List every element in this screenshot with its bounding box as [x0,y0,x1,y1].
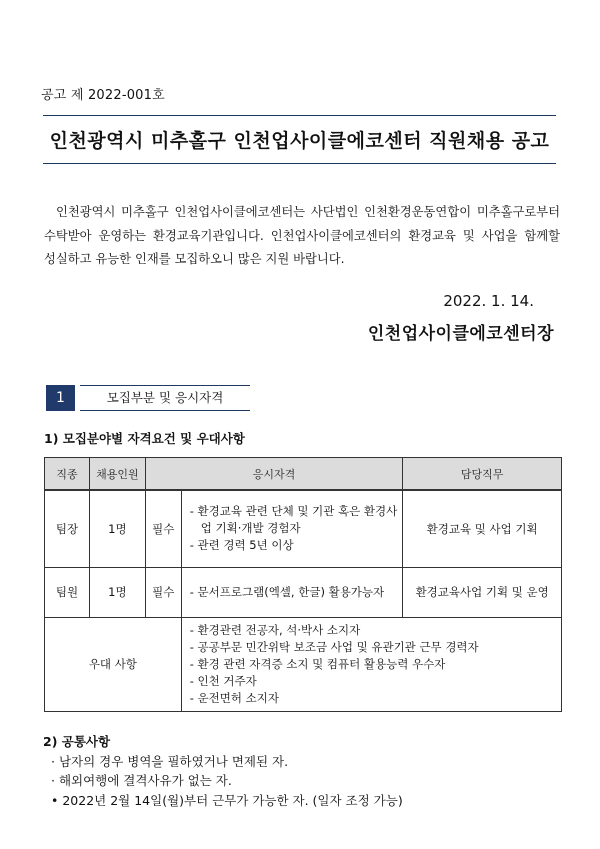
subsection-title-qualifications: 1) 모집분야별 자격요건 및 우대사항 [44,431,245,446]
preferred-item: - 인천 거주자 [189,673,257,688]
recruitment-table [44,457,562,712]
notice-number: 공고 제 2022-001호 [41,88,165,103]
preferred-item: - 환경관련 전공자, 석·박사 소지자 [189,622,361,637]
count-cell: 1명 [89,490,145,567]
title-rule-bottom [43,163,556,164]
document-date: 2022. 1. 14. [443,292,534,310]
header-job: 직종 [45,458,90,491]
header-count: 채용인원 [89,458,145,491]
subsection-title-common: 2) 공통사항 [43,734,111,749]
common-item: · 남자의 경우 병역을 필하였거나 면제된 자. [51,754,289,769]
count-cell: 1명 [89,567,145,617]
duty-cell: 환경교육 및 사업 기획 [403,490,562,567]
preferred-item: - 공공부문 민간위탁 보조금 사업 및 유관기관 근무 경력자 [189,639,479,654]
job-cell: 팀장 [45,490,90,567]
preferred-row [45,617,562,711]
intro-paragraph: 인천광역시 미추홀구 인천업사이클에코센터는 사단법인 인천환경운동연합이 미추홀구로부터 수탁받아 운영하는 환경교육기관입니다. 인천업사이클에코센터의 환경교육 및 사업을 함께할 성실하고 유능한 인재를 모집하오니 많은 지원 바랍니다. [44,205,560,266]
preferred-cell [181,617,561,711]
document-issuer: 인천업사이클에코센터장 [367,324,554,344]
preferred-item: - 운전면허 소지자 [189,690,279,705]
required-cell: 필수 [145,567,181,617]
qualification-item: - 문서프로그램(엑셀, 한글) 활용가능자 [189,584,385,599]
common-item: · 해외여행에 결격사유가 없는 자. [51,773,232,788]
table-row [45,490,562,567]
table-row [45,567,562,617]
job-cell: 팀원 [45,567,90,617]
qualification-item: - 환경교육 관련 단체 및 기관 혹은 환경사업 기획·개발 경험자 [189,504,398,536]
qualification-cell [181,490,403,567]
duty-cell: 환경교육사업 기획 및 운영 [403,567,562,617]
section-title: 모집부분 및 응시자격 [80,385,250,411]
common-item: • 2022년 2월 14일(월)부터 근무가 가능한 자. (일자 조정 가능) [51,793,403,808]
header-duty: 담당직무 [403,458,562,491]
document-title: 인천광역시 미추홀구 인천업사이클에코센터 직원채용 공고 [49,130,550,152]
preferred-item: - 환경 관련 자격증 소지 및 컴퓨터 활용능력 우수자 [189,656,446,671]
preferred-label: 우대 사항 [45,617,182,711]
table-header-row [45,458,562,491]
section-number-badge: 1 [46,385,75,411]
required-cell: 필수 [145,490,181,567]
header-qualification: 응시자격 [145,458,403,491]
title-rule-top [43,115,556,116]
qualification-cell [181,567,403,617]
qualification-item: - 관련 경력 5년 이상 [189,538,294,553]
